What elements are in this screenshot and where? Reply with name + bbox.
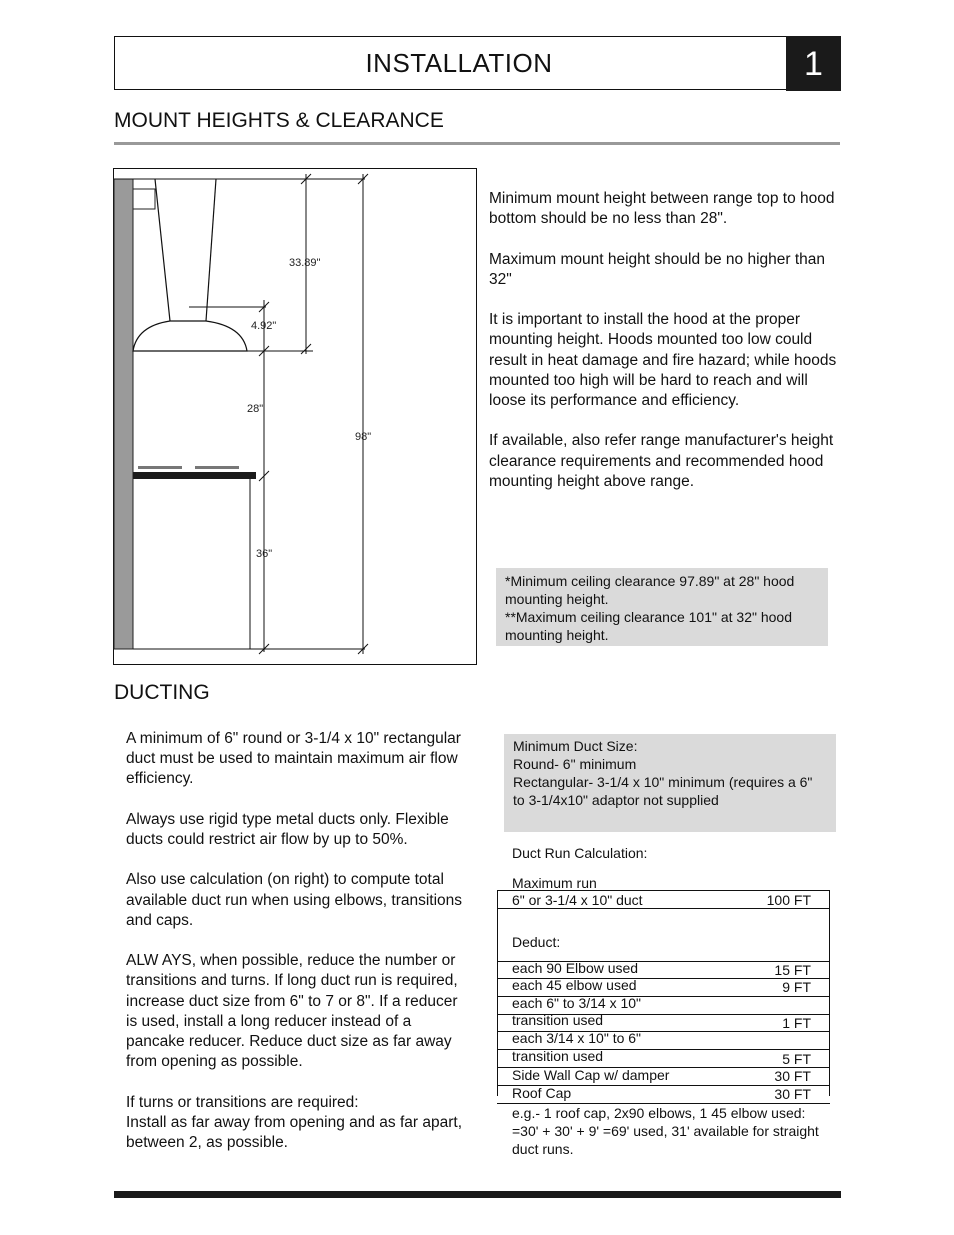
mount-paragraph: It is important to install the hood at the proper mounting height. Hoods mounted too low could result in heat damage and fire hazard; while hoods mounted too high will be hard to reach and will loose its performance and efficiency. bbox=[489, 311, 837, 409]
ducting-paragraph: A minimum of 6" round or 3-1/4 x 10" rectangular duct must be used to maintain maximum air flow efficiency. bbox=[126, 730, 461, 788]
section-heading-ducting: DUCTING bbox=[114, 681, 210, 704]
wall bbox=[114, 179, 133, 649]
dim-label-4-92: 4.92" bbox=[251, 320, 277, 332]
deduct-value: 30 FT bbox=[774, 1068, 811, 1084]
deduct-label: transition used bbox=[512, 1012, 604, 1028]
min-duct-size-round: Round- 6" minimum bbox=[513, 756, 637, 772]
mount-instructions bbox=[489, 189, 841, 512]
mount-paragraph: Minimum mount height between range top to hood bottom should be no less than 28". bbox=[489, 190, 835, 228]
burner-grate-left bbox=[138, 466, 182, 469]
clearance-note bbox=[496, 568, 828, 646]
deduct-label: transition used bbox=[512, 1048, 604, 1064]
max-run-label: 6" or 3-1/4 x 10" duct bbox=[512, 892, 643, 908]
ducting-paragraph: Always use rigid type metal ducts only. Flexible ducts could restrict air flow by up to 50%. bbox=[126, 810, 449, 848]
mount-height-diagram bbox=[113, 168, 477, 665]
deduct-label: Side Wall Cap w/ damper bbox=[512, 1067, 670, 1083]
deduct-label: each 45 elbow used bbox=[512, 977, 637, 993]
footer-rule bbox=[114, 1191, 841, 1198]
turns-heading: If turns or transitions are required: bbox=[126, 1093, 359, 1111]
table-row bbox=[497, 909, 830, 960]
table-row bbox=[497, 1086, 830, 1104]
mount-paragraph: If available, also refer range manufacturer's height clearance requirements and recommended hood mounting height above range. bbox=[489, 432, 834, 490]
max-run-heading: Maximum run bbox=[512, 875, 597, 891]
min-duct-size-title: Minimum Duct Size: bbox=[513, 738, 638, 754]
deduct-heading: Deduct: bbox=[512, 934, 561, 950]
deduct-label: each 6" to 3/14 x 10" bbox=[512, 995, 642, 1011]
range-top bbox=[133, 472, 256, 479]
section-heading-mount: MOUNT HEIGHTS & CLEARANCE bbox=[114, 109, 444, 132]
deduct-label: Roof Cap bbox=[512, 1085, 572, 1101]
deduct-value: 9 FT bbox=[782, 979, 811, 995]
min-duct-size-rect: Rectangular- 3-1/4 x 10" minimum (requires a 6" to 3-1/4x10" adaptor not supplied bbox=[513, 774, 813, 808]
dim-label-28: 28" bbox=[247, 403, 264, 415]
calc-example: e.g.- 1 roof cap, 2x90 elbows, 1 45 elbow used: =30' + 30' + 9' =69' used, 31' available for straight duct runs. bbox=[512, 1105, 819, 1157]
deduct-value: 5 FT bbox=[782, 1051, 811, 1067]
table-row bbox=[497, 1050, 830, 1068]
deduct-value: 1 FT bbox=[782, 1015, 811, 1031]
duct-calc-table bbox=[497, 873, 830, 1104]
duct-calc-label: Duct Run Calculation: bbox=[512, 845, 648, 861]
ducting-paragraph: Also use calculation (on right) to compute total available duct run when using elbows, transitions and caps. bbox=[126, 871, 463, 929]
dim-label-36: 36" bbox=[256, 548, 273, 560]
max-run-value: 100 FT bbox=[766, 892, 811, 908]
deduct-label: each 90 Elbow used bbox=[512, 960, 639, 976]
ducting-paragraph: ALW AYS, when possible, reduce the number or transitions and turns. If long duct run is required, increase duct size from 6" to 7 or 8". If a reducer is used, install a long reducer instead of a pancake reducer. Reduce duct size as far away from opening as possible. bbox=[126, 952, 458, 1071]
table-row bbox=[497, 1068, 830, 1086]
wall-bracket bbox=[133, 189, 155, 209]
dim-label-98: 98" bbox=[355, 431, 372, 443]
mount-paragraph: Maximum mount height should be no higher than 32" bbox=[489, 250, 826, 288]
deduct-label: each 3/14 x 10" to 6" bbox=[512, 1030, 642, 1046]
diagram-frame bbox=[114, 169, 477, 665]
chapter-number: 1 bbox=[786, 36, 841, 91]
section-divider bbox=[114, 142, 840, 145]
clearance-note-min: *Minimum ceiling clearance 97.89" at 28" hood mounting height. bbox=[505, 573, 795, 607]
dim-label-33-89: 33.89" bbox=[289, 257, 321, 269]
burner-grate-right bbox=[195, 466, 239, 469]
deduct-value: 15 FT bbox=[774, 962, 811, 978]
page-title: INSTALLATION bbox=[365, 48, 553, 78]
deduct-value: 30 FT bbox=[774, 1086, 811, 1102]
turns-text: Install as far away from opening and as far apart, between 2, as possible. bbox=[126, 1113, 463, 1151]
clearance-note-max: **Maximum ceiling clearance 101" at 32" hood mounting height. bbox=[505, 609, 792, 643]
min-duct-size-box bbox=[504, 734, 836, 832]
table-row bbox=[497, 873, 830, 909]
ducting-instructions bbox=[126, 729, 471, 1153]
